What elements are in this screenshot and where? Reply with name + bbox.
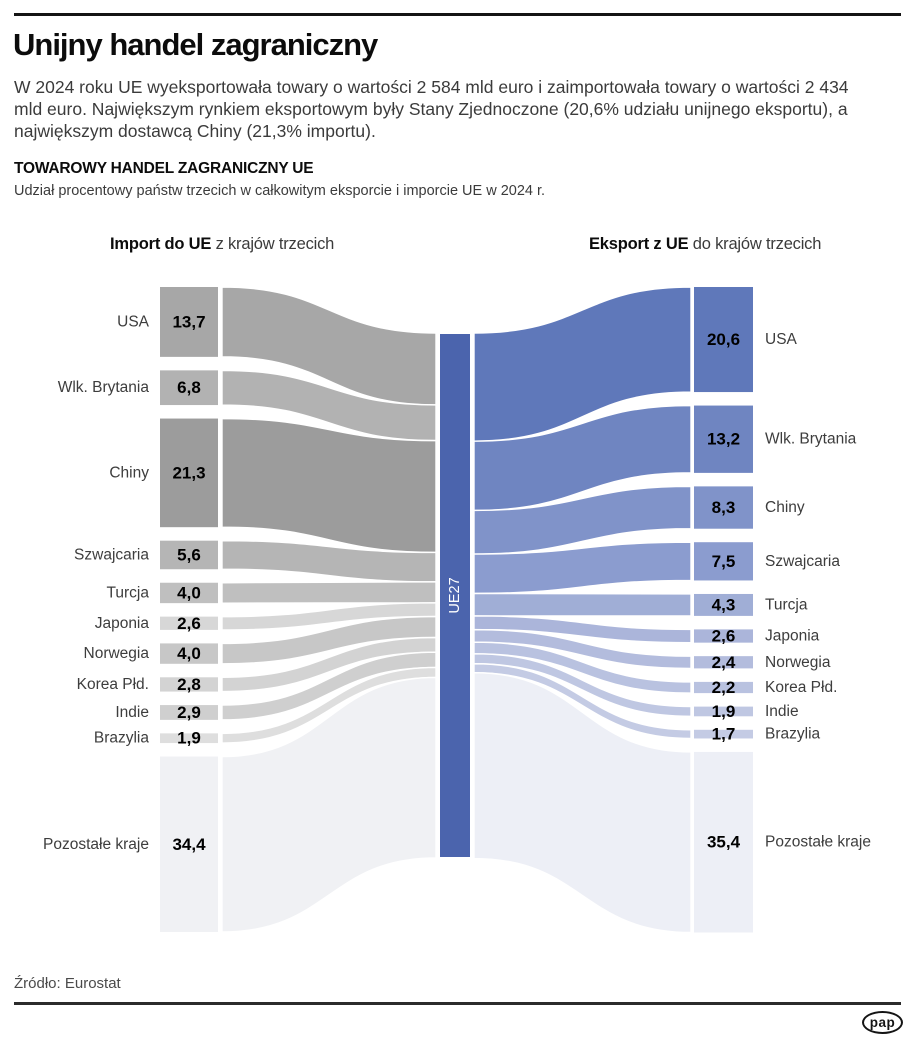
value-import-brazylia: 1,9 — [177, 728, 201, 748]
flow-export-turcja — [474, 593, 691, 616]
intro-paragraph: W 2024 roku UE wyeksportowała towary o wartości 2 584 mld euro i zaimportowała towary o wartości 2 434 mld euro. Największym rynkiem eksportowym były Stany Zjednoczone (20,6% udziału unijnego eksportu), a największym dostawcą Chiny (21,3% importu). — [14, 77, 849, 141]
label-export-korea-p-d: Korea Płd. — [765, 679, 838, 696]
value-import-wlk-brytania: 6,8 — [177, 378, 201, 398]
value-import-chiny: 21,3 — [172, 463, 206, 483]
value-export-turcja: 4,3 — [711, 595, 736, 615]
value-import-szwajcaria: 5,6 — [177, 545, 201, 565]
pap-logo: pap — [862, 1011, 903, 1034]
value-export-wlk-brytania: 13,2 — [706, 429, 741, 449]
label-export-chiny: Chiny — [765, 499, 805, 517]
bottom-rule — [14, 1002, 901, 1005]
label-export-indie: Indie — [765, 702, 799, 720]
value-export-usa: 20,6 — [706, 330, 741, 350]
label-export-wlk-brytania: Wlk. Brytania — [765, 430, 857, 448]
label-export-norwegia: Norwegia — [765, 653, 831, 671]
value-export-pozosta-e-kraje: 35,4 — [706, 832, 741, 852]
label-import-turcja: Turcja — [106, 584, 149, 602]
value-export-brazylia: 1,7 — [711, 724, 736, 744]
value-import-korea-p-d: 2,8 — [177, 674, 201, 694]
value-export-szwajcaria: 7,5 — [711, 551, 736, 571]
value-export-korea-p-d: 2,2 — [711, 678, 736, 697]
label-import-indie: Indie — [115, 703, 149, 721]
value-import-indie: 2,9 — [177, 702, 201, 722]
label-import-usa: USA — [117, 313, 149, 331]
label-import-wlk-brytania: Wlk. Brytania — [57, 379, 149, 397]
value-import-usa: 13,7 — [172, 312, 206, 332]
section-title: TOWAROWY HANDEL ZAGRANICZNY UE — [14, 160, 314, 177]
page-title: Unijny handel zagraniczny — [13, 27, 378, 62]
value-import-pozosta-e-kraje: 34,4 — [172, 834, 206, 854]
label-export-japonia: Japonia — [765, 627, 820, 645]
label-import-chiny: Chiny — [109, 464, 149, 482]
label-import-szwajcaria: Szwajcaria — [74, 546, 149, 564]
value-import-japonia: 2,6 — [177, 613, 201, 633]
label-import-norwegia: Norwegia — [83, 645, 149, 663]
label-export-usa: USA — [765, 331, 797, 349]
export-header-bold: Eksport z UE — [589, 235, 689, 253]
label-import-korea-p-d: Korea Płd. — [76, 675, 149, 693]
value-import-turcja: 4,0 — [177, 583, 201, 603]
label-export-brazylia: Brazylia — [765, 725, 821, 743]
value-export-chiny: 8,3 — [711, 498, 736, 518]
value-export-japonia: 2,6 — [711, 626, 736, 646]
flow-import-turcja — [222, 582, 436, 603]
value-export-indie: 1,9 — [711, 701, 736, 721]
import-header-rest: z krajów trzecich — [211, 235, 335, 253]
label-import-pozosta-e-kraje: Pozostałe kraje — [43, 835, 149, 853]
section-subtitle: Udział procentowy państw trzecich w całkowitym eksporcie i imporcie UE w 2024 r. — [14, 183, 546, 199]
label-export-turcja: Turcja — [765, 596, 808, 614]
label-import-brazylia: Brazylia — [93, 729, 149, 747]
export-header-rest: do krajów trzecich — [688, 235, 822, 253]
label-export-pozosta-e-kraje: Pozostałe kraje — [765, 833, 871, 851]
value-import-norwegia: 4,0 — [177, 644, 201, 664]
value-export-norwegia: 2,4 — [711, 652, 736, 672]
import-header-bold: Import do UE — [110, 235, 212, 253]
label-center-ue27: UE27 — [447, 577, 463, 614]
label-import-japonia: Japonia — [94, 614, 149, 632]
source-note: Źródło: Eurostat — [14, 975, 121, 992]
label-export-szwajcaria: Szwajcaria — [765, 552, 840, 570]
